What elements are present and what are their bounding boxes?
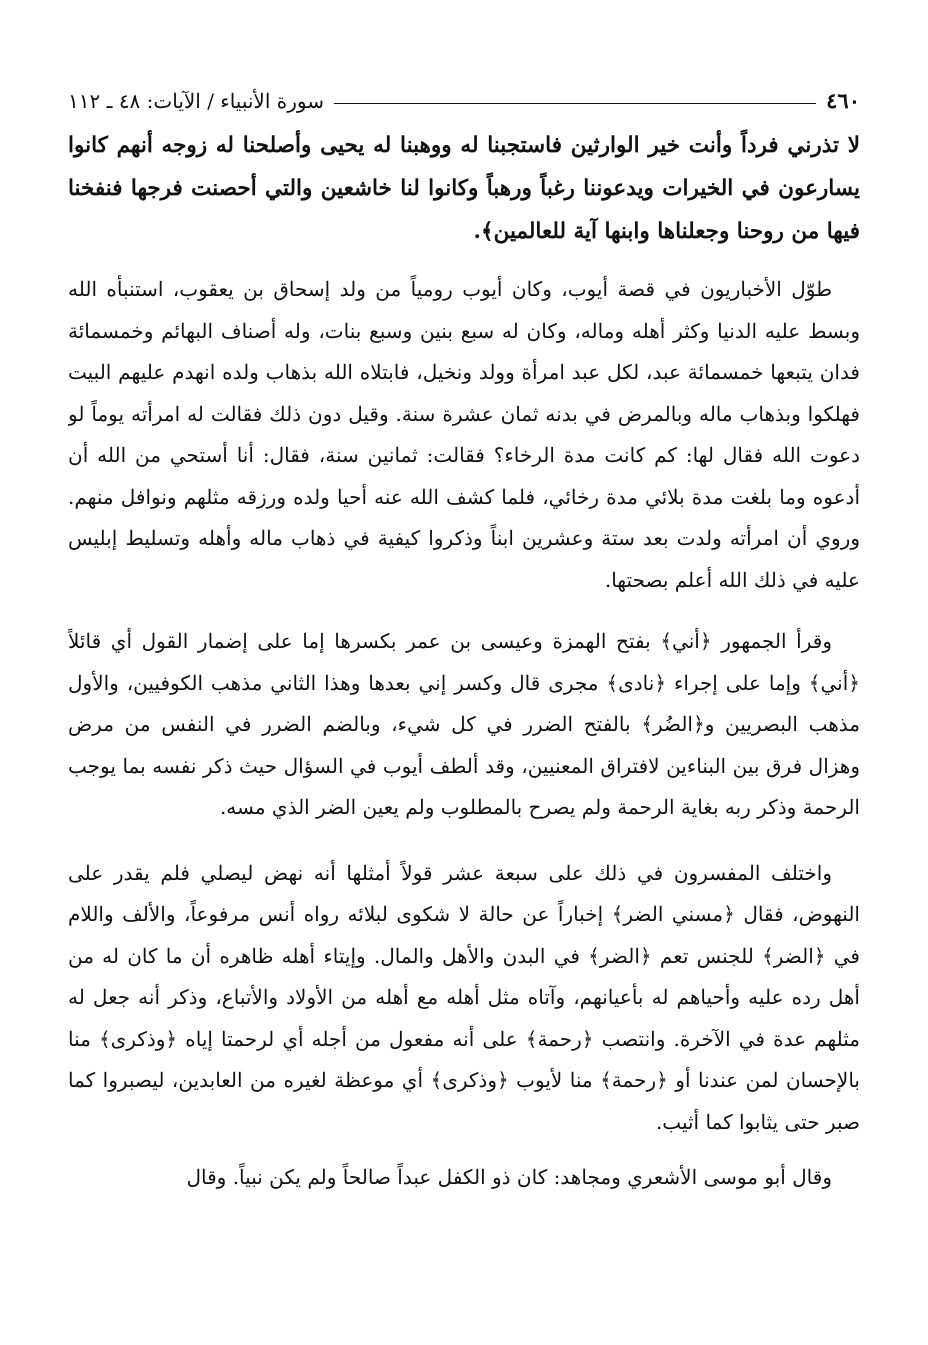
running-header-title: سورة الأنبياء / الآيات: ٤٨ ـ ١١٢ [68, 89, 324, 113]
book-page [68, 86, 860, 1306]
paragraph-dhul-kifl: وقال أبو موسى الأشعري ومجاهد: كان ذو الكفل عبداً صالحاً ولم يكن نبياً. وقال [186, 1165, 832, 1189]
quran-verse-block: لا تذرني فرداً وأنت خير الوارثين فاستجبنا له ووهبنا له يحيى وأصلحنا له زوجه أنهم كانوا يسارعون في الخيرات ويدعوننا رغباً ورهباً وكانوا لنا خاشعين والتي أحصنت فرجها فنفخنا فيها من روحنا وجعلناها وابنها آية للعالمين﴾. [68, 133, 860, 244]
paragraph-ayyub-story: طوّل الأخباريون في قصة أيوب، وكان أيوب رومياً من ولد إسحاق بن يعقوب، استنبأه الله وبسط عليه الدنيا وكثر أهله وماله، وكان له سبع بنين وسبع بنات، وله أصناف البهائم وخمسمائة فدان يتبعها خمسمائة عبد، لكل عبد امرأة وولد ونخيل، فابتلاه الله بذهاب ولده انهدم عليهم البيت فهلكوا وبذهاب ماله وبالمرض في بدنه ثمان عشرة سنة. وقيل دون ذلك فقالت له امرأته يوماً لو دعوت الله فقال لها: كم كانت مدة الرخاء؟ فقالت: ثمانين سنة، فقال: أنا أستحي من الله أن أدعوه وما بلغت مدة بلائي مدة رخائي، فلما كشف الله عنه أحيا ولده ورزقه مثلهم ونوافل منهم. وروي أن امرأته ولدت بعد ستة وعشرين ابناً وذكروا كيفية في ذهاب ماله وأهله وتسليط إبليس عليه في ذلك الله أعلم بصحتها. [68, 277, 860, 592]
page-number: ٤٦٠ [826, 88, 860, 113]
header-rule [334, 103, 816, 104]
running-header [68, 86, 860, 116]
paragraph-mufassirun: واختلف المفسرون في ذلك على سبعة عشر قولاً أمثلها أنه نهض ليصلي فلم يقدر على النهوض، فقال ﴿مسني الضر﴾ إخباراً عن حالة لا شكوى لبلائه رواه أنس مرفوعاً، والألف واللام في ﴿الضر﴾ للجنس تعم ﴿الضر﴾ في البدن والأهل والمال. وإيتاء أهله ظاهره أن ما كان له من أهل رده عليه وأحياهم له بأعيانهم، وآتاه مثل أهله مع أهله من الأولاد والأتباع، وذكر أنه جعل له مثلهم عدة في الآخرة. وانتصب ﴿رحمة﴾ على أنه مفعول من أجله أي لرحمتا إياه ﴿وذكرى﴾ منا بالإحسان لمن عندنا أو ﴿رحمة﴾ منا لأيوب ﴿وذكرى﴾ أي موعظة لغيره من العابدين، ليصبروا كما صبر حتى يثابوا كما أثيب. [68, 860, 860, 1134]
paragraph-qiraat: وقرأ الجمهور ﴿أني﴾ بفتح الهمزة وعيسى بن عمر بكسرها إما على إضمار القول أي قائلاً ﴿أني﴾ وإما على إجراء ﴿نادى﴾ مجرى قال وكسر إني بعدها وهذا الثاني مذهب الكوفيين، والأول مذهب البصريين و﴿الضُر﴾ بالفتح الضرر في كل شيء، وبالضم الضرر في النفس من مرض وهزال فرق بين البناءين لافتراق المعنيين، وقد ألطف أيوب في السؤال حيث ذكر نفسه بما يوجب الرحمة وذكر ربه بغاية الرحمة ولم يصرح بالمطلوب ولم يعين الضر الذي مسه. [68, 629, 860, 819]
